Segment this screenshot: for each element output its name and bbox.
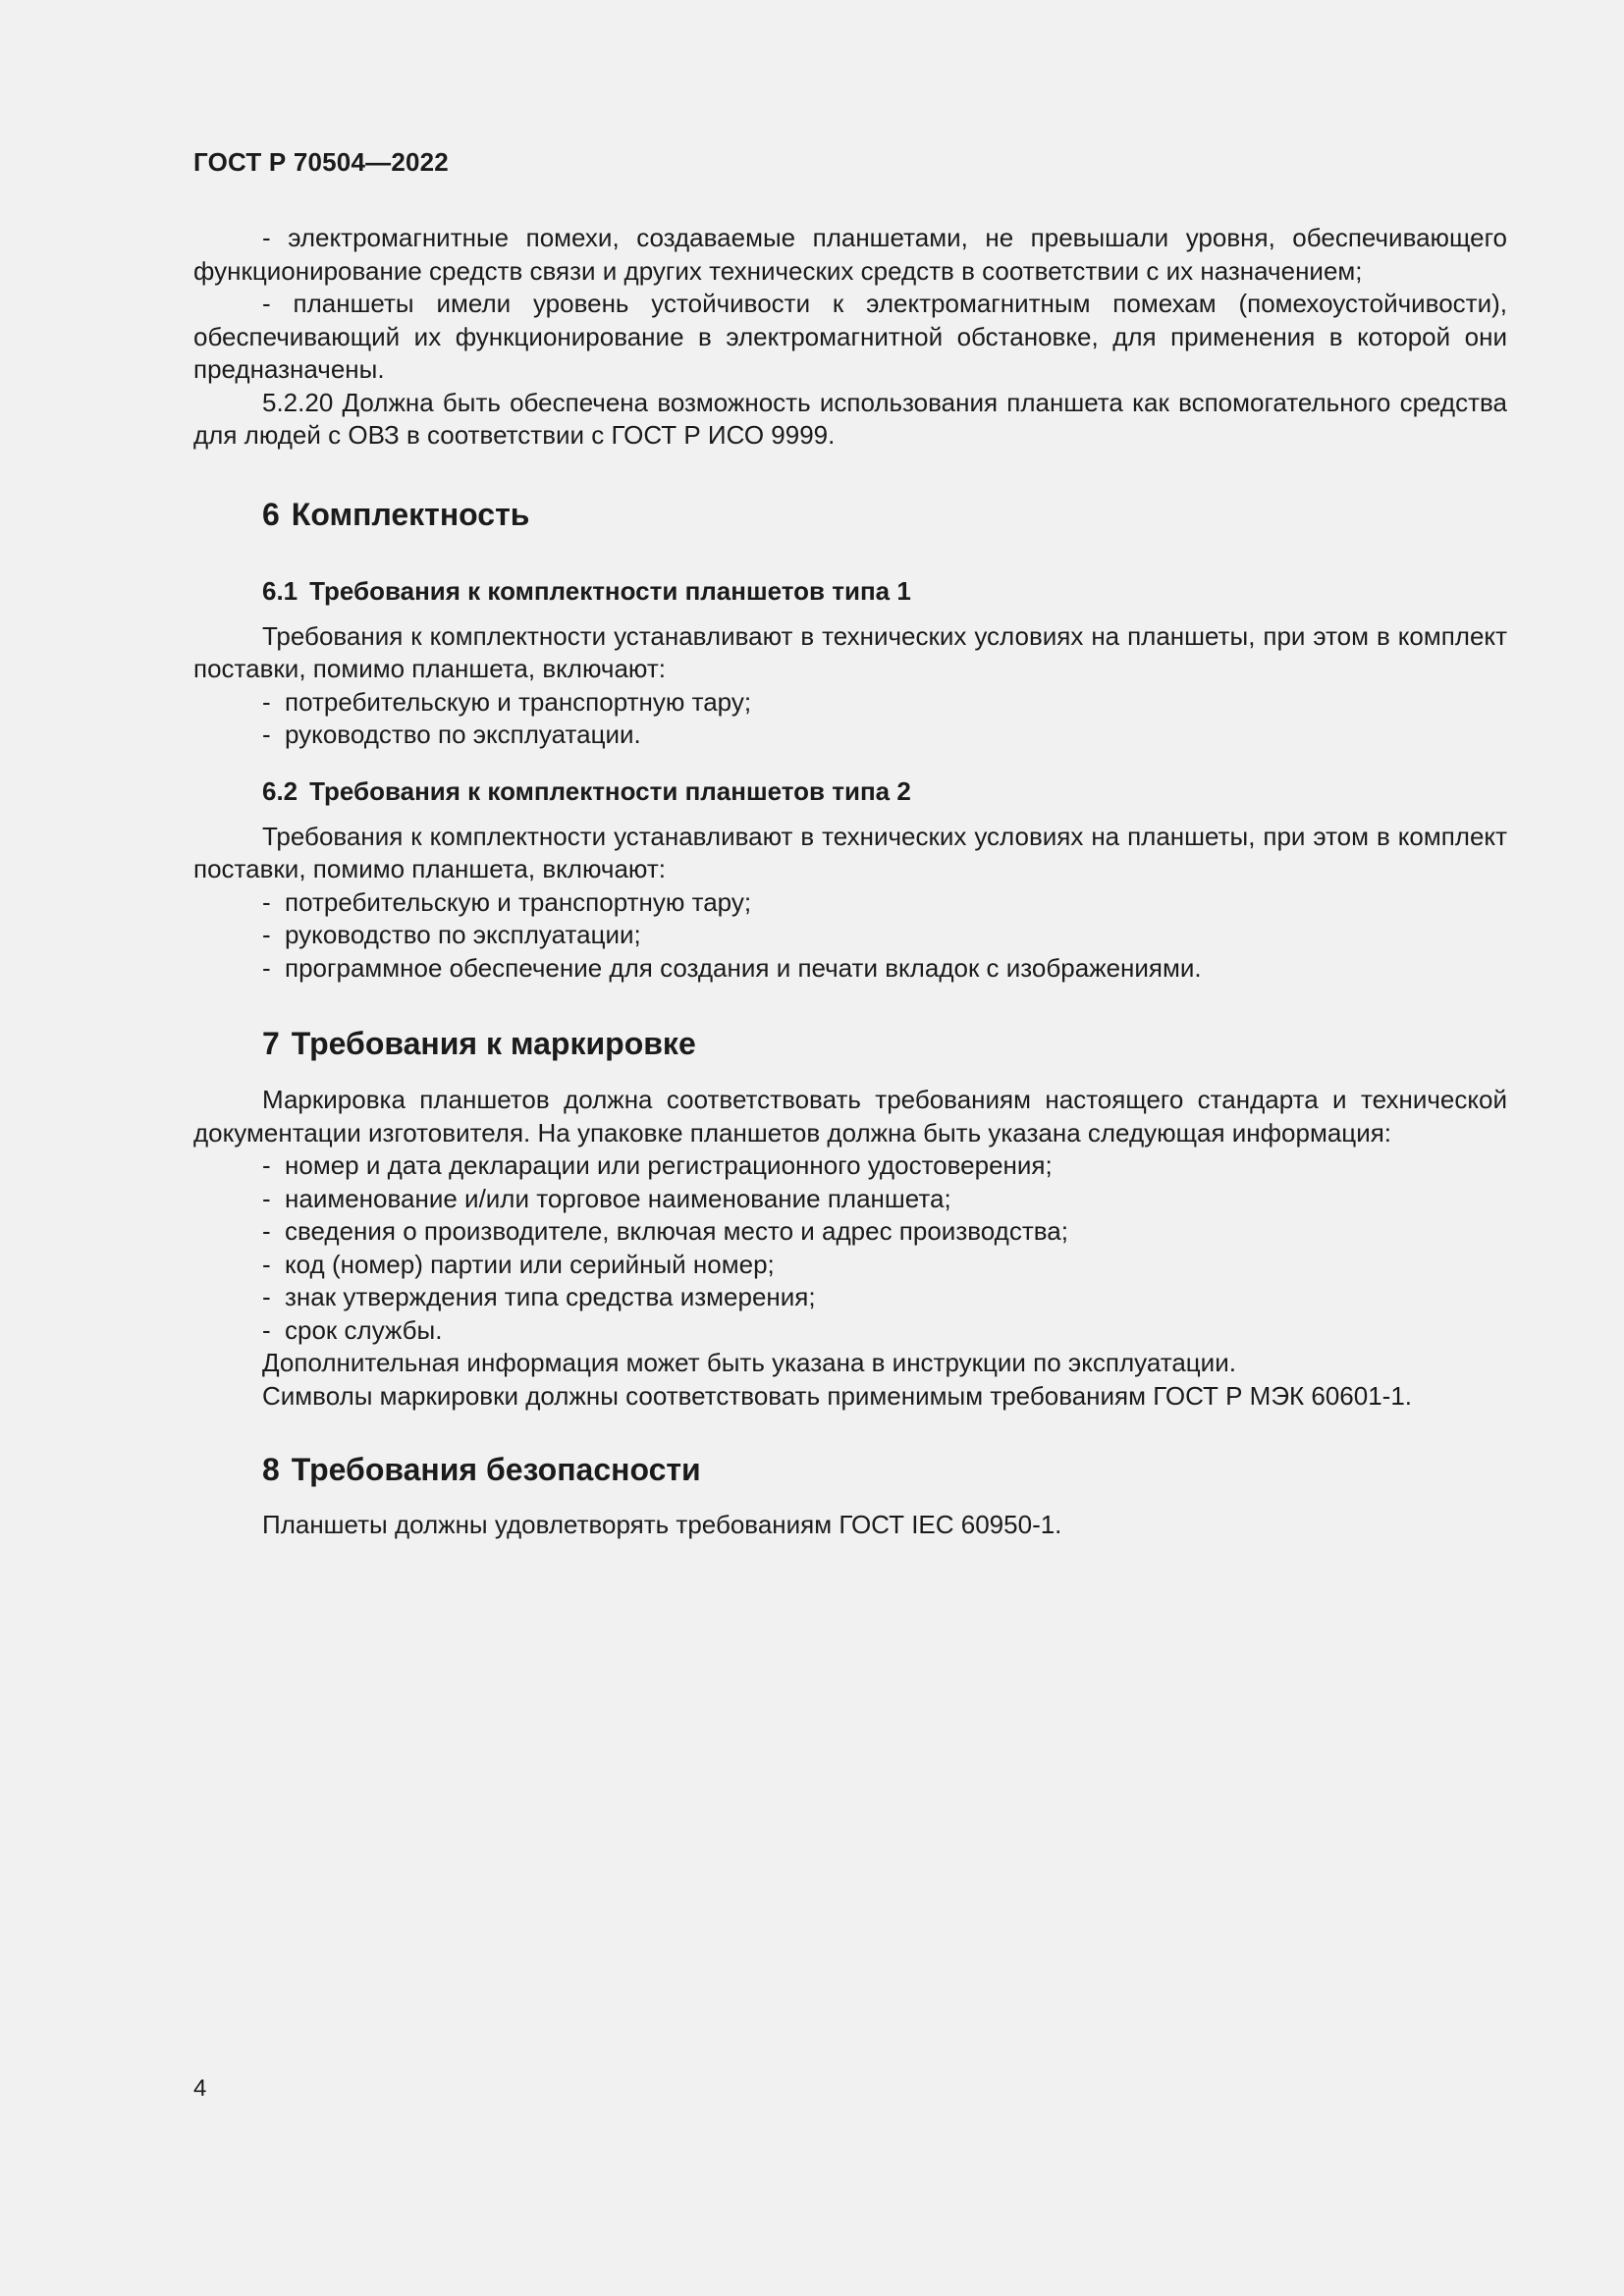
- list-item-text: руководство по эксплуатации.: [285, 720, 641, 749]
- list-item-text: наименование и/или торговое наименование планшета;: [285, 1183, 951, 1213]
- list-dash: -: [262, 223, 271, 252]
- list-item: [193, 1215, 1507, 1249]
- list-item-text: программное обеспечение для создания и печати вкладок с изображениями.: [285, 952, 1202, 983]
- list-item-text: планшеты имели уровень устойчивости к электромагнитным помехам (помехоустойчивости), обеспечивающий их функционирование в электромагнитной обстановке, для применения в которой они предназначены.: [193, 289, 1507, 384]
- list-item-text: потребительскую и транспортную тару;: [285, 886, 752, 917]
- list-item: [193, 1149, 1507, 1183]
- list-item-emi: [193, 222, 1507, 288]
- list-dash: -: [262, 289, 271, 318]
- section-8-text: Планшеты должны удовлетворять требованиям ГОСТ IEC 60950-1.: [262, 1510, 1062, 1539]
- section-title: Требования к маркировке: [291, 1026, 696, 1061]
- list-item: [193, 686, 1507, 720]
- section-number: 6: [262, 496, 280, 532]
- subsection-6-2-heading: [262, 775, 1507, 808]
- subsection-number: 6.1: [262, 575, 298, 606]
- list-item-text: код (номер) партии или серийный номер;: [285, 1249, 775, 1279]
- subsection-title: Требования к комплектности планшетов типа 2: [309, 775, 911, 806]
- list-item-immunity: [193, 288, 1507, 387]
- section-8-heading: [262, 1450, 1507, 1489]
- document-page: [193, 0, 1507, 2296]
- list-item: [193, 886, 1507, 920]
- page-content: [193, 222, 1507, 1542]
- section-7-note: Символы маркировки должны соответствовать применимым требованиям ГОСТ Р МЭК 60601-1.: [262, 1380, 1413, 1411]
- section-title: Требования безопасности: [291, 1452, 701, 1487]
- section-number: 8: [262, 1452, 280, 1487]
- list-dash: -: [262, 1216, 271, 1246]
- section-6-heading: [262, 495, 1507, 534]
- list-item-text: потребительскую и транспортную тару;: [285, 686, 752, 717]
- list-dash: -: [262, 1314, 271, 1345]
- list-dash: -: [262, 952, 271, 983]
- section-title: Комплектность: [291, 496, 530, 532]
- subsection-number: 6.2: [262, 775, 298, 806]
- section-number: 7: [262, 1026, 280, 1061]
- list-dash: -: [262, 720, 271, 749]
- list-item-text: знак утверждения типа средства измерения;: [285, 1282, 816, 1311]
- standard-header: ГОСТ Р 70504—2022: [193, 147, 449, 177]
- subsection-6-2-intro: Требования к комплектности устанавливают в технических условиях на планшеты, при этом в комплект поставки, помимо планшета, включают:: [193, 821, 1507, 883]
- section-7-heading: [262, 1024, 1507, 1063]
- list-item-text: электромагнитные помехи, создаваемые планшетами, не превышали уровня, обеспечивающего функционирование средств связи и других технических средств в соответствии с их назначением;: [193, 223, 1507, 286]
- list-dash: -: [262, 1183, 271, 1213]
- list-item-text: сведения о производителе, включая место и адрес производства;: [285, 1216, 1068, 1246]
- subsection-title: Требования к комплектности планшетов типа 1: [309, 575, 911, 606]
- list-dash: -: [262, 886, 271, 917]
- subsection-6-1-heading: [262, 575, 1507, 608]
- list-item: [193, 1183, 1507, 1216]
- list-item: [193, 1281, 1507, 1314]
- section-7-note: Дополнительная информация может быть указана в инструкции по эксплуатации.: [262, 1348, 1236, 1377]
- list-item-text: руководство по эксплуатации;: [285, 920, 641, 949]
- list-item-text: номер и дата декларации или регистрационного удостоверения;: [285, 1150, 1053, 1180]
- list-dash: -: [262, 686, 271, 717]
- list-dash: -: [262, 1150, 271, 1180]
- list-item: [193, 1314, 1507, 1348]
- list-dash: -: [262, 920, 271, 949]
- list-item: [193, 1249, 1507, 1282]
- list-item-text: срок службы.: [285, 1314, 443, 1345]
- subsection-6-1-intro: Требования к комплектности устанавливают в технических условиях на планшеты, при этом в комплект поставки, помимо планшета, включают:: [193, 620, 1507, 683]
- list-dash: -: [262, 1282, 271, 1311]
- clause-5-2-20: 5.2.20 Должна быть обеспечена возможность использования планшета как вспомогательного средства для людей с ОВЗ в соответствии с ГОСТ Р ИСО 9999.: [193, 387, 1507, 450]
- section-7-intro: Маркировка планшетов должна соответствовать требованиям настоящего стандарта и технической документации изготовителя. На упаковке планшетов должна быть указана следующая информация:: [193, 1085, 1507, 1148]
- list-dash: -: [262, 1249, 271, 1279]
- page-number: 4: [193, 2075, 207, 2102]
- list-item: [193, 919, 1507, 952]
- list-item: [193, 952, 1507, 986]
- list-item: [193, 719, 1507, 752]
